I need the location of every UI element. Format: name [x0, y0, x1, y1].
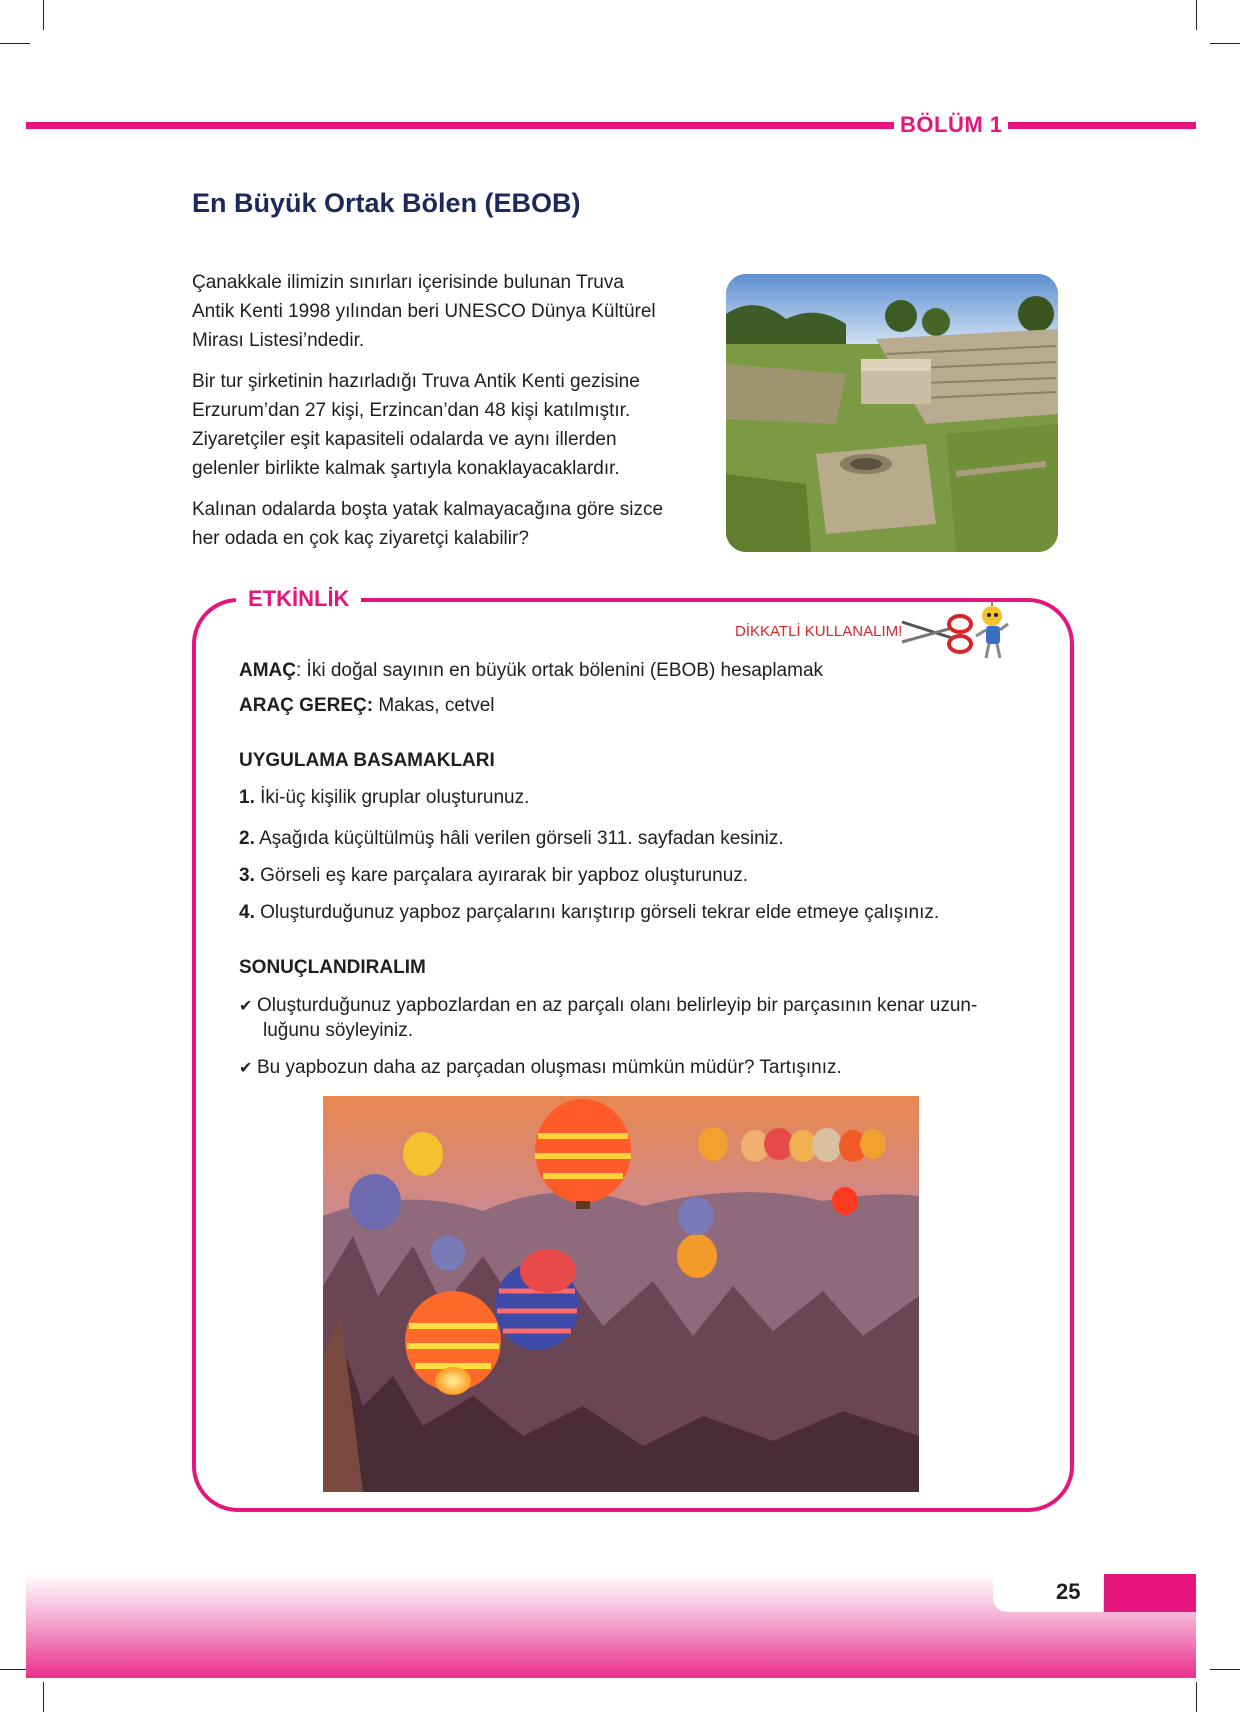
page-tab: [1104, 1574, 1196, 1612]
page-number-box: [993, 1574, 1103, 1612]
mascot-icon: [976, 601, 1008, 658]
step-item: 2. Aşağıda küçültülmüş hâli verilen görseli 311. sayfadan kesiniz.: [239, 828, 784, 849]
check-icon: ✔: [239, 1060, 253, 1077]
intro-paragraph-2: Bir tur şirketinin hazırladığı Truva Antik Kenti gezisine Erzurum’dan 27 kişi, Erzincan’dan 48 kişi katılmıştır. Ziyaretçiler eşit kapasiteli odalarda ve aynı illerden gelenler birlikte kalmak şartıyla konaklayacaklardır.: [192, 371, 640, 479]
crop-mark: [43, 0, 44, 30]
conclusion-heading: SONUÇLANDIRALIM: [239, 957, 426, 978]
intro-paragraph-1: Çanakkale ilimizin sınırları içerisinde bulunan Truva Antik Kenti 1998 yılından beri UNESCO Dünya Kültürel Mirası Listesi’ndedir.: [192, 272, 656, 351]
crop-mark: [1196, 0, 1197, 30]
header-rule-left: [26, 122, 894, 129]
aim-line: AMAÇ: İki doğal sayının en büyük ortak bölenini (EBOB) hesaplamak: [239, 660, 824, 681]
page-title: En Büyük Ortak Bölen (EBOB): [192, 188, 581, 218]
conclusion-item: ✔ Bu yapbozun daha az parçadan oluşması mümkün müdür? Tartışınız.: [239, 1057, 842, 1078]
crop-mark: [1210, 1669, 1240, 1670]
crop-mark: [1196, 1682, 1197, 1712]
step-item: 3. Görseli eş kare parçalara ayırarak bir yapboz oluşturunuz.: [239, 865, 749, 886]
chapter-label: BÖLÜM 1: [900, 112, 1003, 137]
activity-title: ETKİNLİK: [236, 586, 361, 612]
crop-mark: [0, 43, 30, 44]
troy-ruins-photo: [726, 274, 1058, 552]
page-number: 25: [1056, 1579, 1081, 1604]
tools-line: ARAÇ GEREÇ: Makas, cetvel: [239, 695, 495, 716]
steps-heading: UYGULAMA BASAMAKLARI: [239, 750, 495, 771]
warning-text: DİKKATLİ KULLANALIM!: [735, 623, 903, 640]
scissors-mascot-illustration: [900, 600, 1010, 670]
crop-mark: [1210, 43, 1240, 44]
check-icon: ✔: [239, 998, 253, 1015]
cappadocia-balloons-photo: [323, 1096, 919, 1492]
intro-text: [192, 268, 692, 565]
step-item: 4. Oluşturduğunuz yapboz parçalarını karıştırıp görseli tekrar elde etmeye çalışınız.: [239, 902, 940, 923]
scissors-icon: [902, 616, 971, 652]
crop-mark: [43, 1682, 44, 1712]
conclusion-item-continuation: luğunu söyleyiniz.: [263, 1020, 413, 1041]
header-rule-right: [1008, 122, 1196, 129]
step-item: 1. İki-üç kişilik gruplar oluşturunuz.: [239, 787, 530, 808]
conclusion-item: ✔ Oluşturduğunuz yapbozlardan en az parçalı olanı belirleyip bir parçasının kenar uzun-: [239, 995, 978, 1016]
intro-paragraph-3: Kalınan odalarda boşta yatak kalmayacağına göre sizce her odada en çok kaç ziyaretçi kalabilir?: [192, 499, 664, 549]
